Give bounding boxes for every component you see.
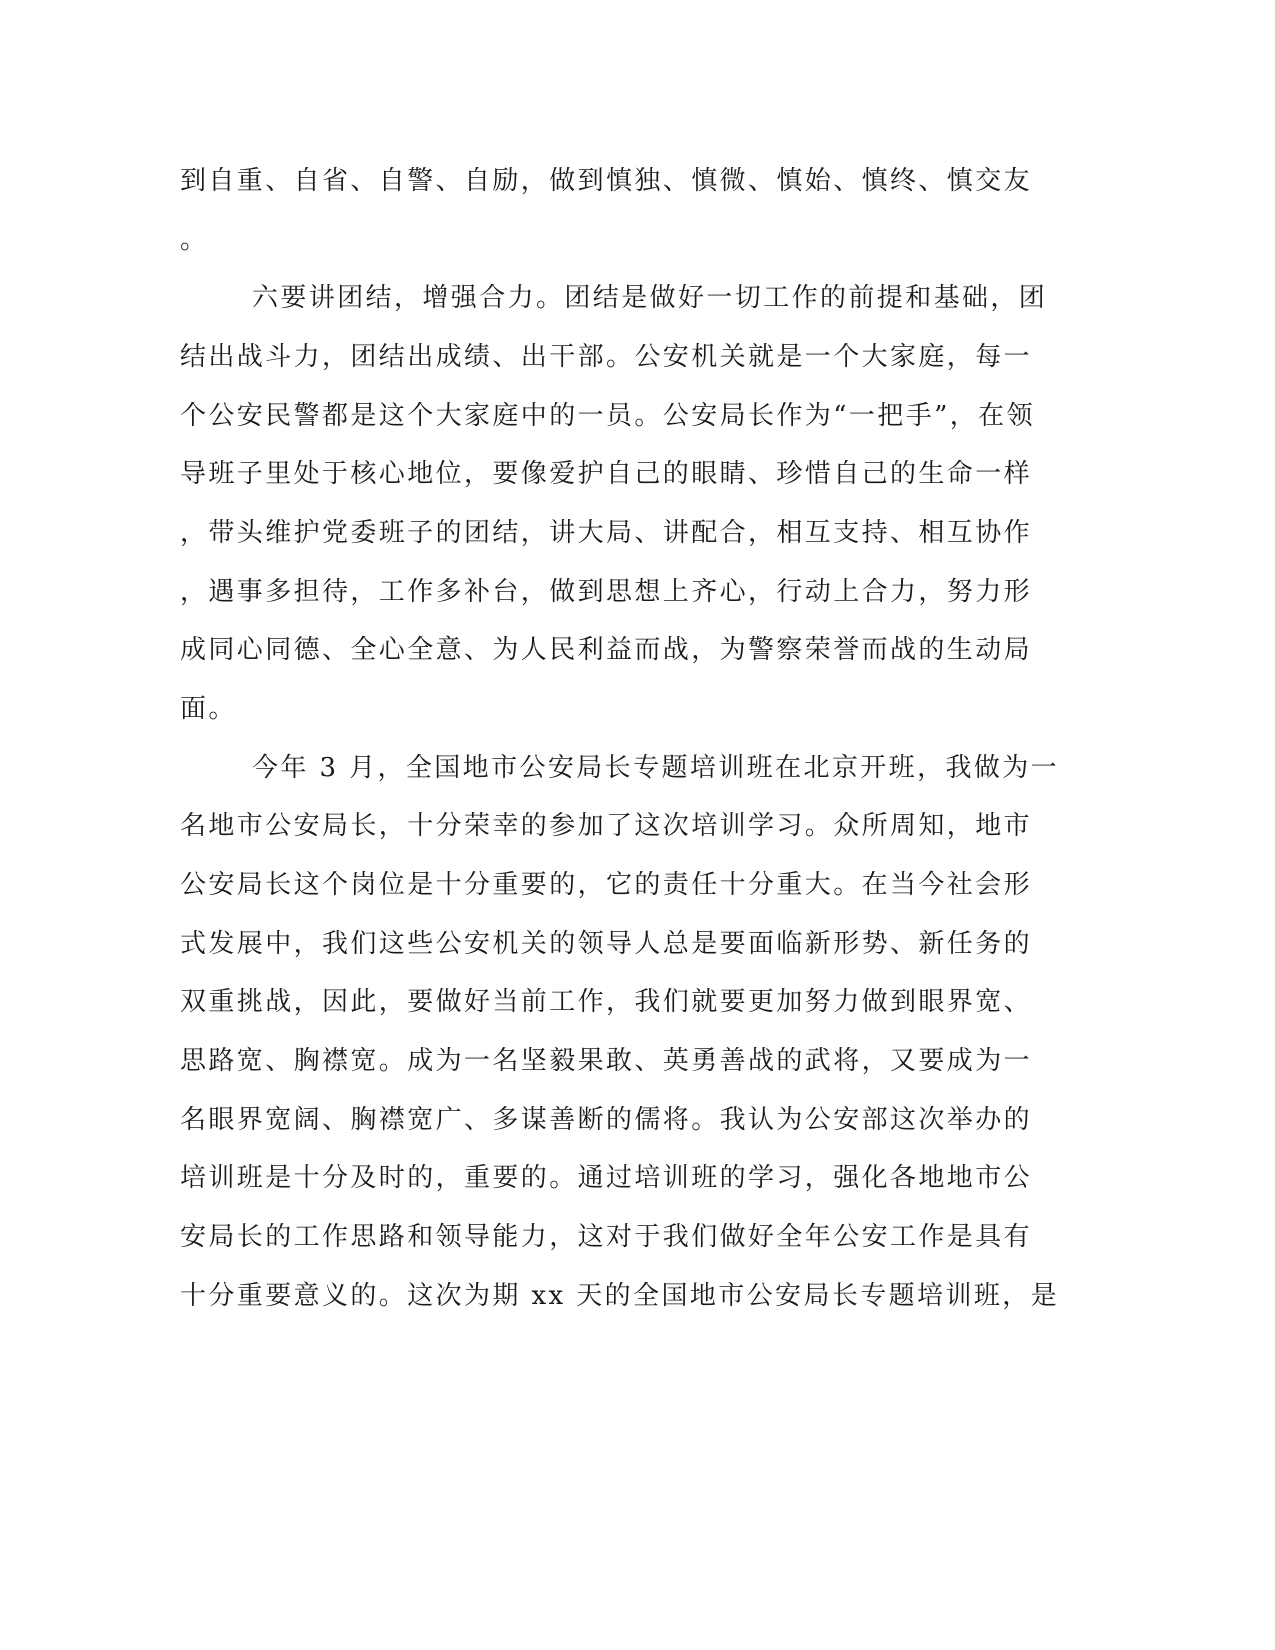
text-line: 结出战斗力，团结出成绩、出干部。公安机关就是一个大家庭，每一: [180, 342, 1033, 372]
text-line: 公安局长这个岗位是十分重要的，它的责任十分重大。在当今社会形: [180, 870, 1033, 900]
text-line: 十分重要意义的。这次为期 xx 天的全国地市公安局长专题培训班，是: [180, 1281, 1060, 1311]
paragraph-start-line: 六要讲团结，增强合力。团结是做好一切工作的前提和基础，团: [252, 283, 1048, 313]
text-line: ，遇事多担待，工作多补台，做到思想上齐心，行动上合力，努力形: [180, 577, 1033, 607]
text-line: 名地市公安局长，十分荣幸的参加了这次培训学习。众所周知，地市: [180, 811, 1033, 841]
text-line: 成同心同德、全心全意、为人民利益而战，为警察荣誉而战的生动局: [180, 635, 1033, 665]
text-line: 思路宽、胸襟宽。成为一名坚毅果敢、英勇善战的武将，又要成为一: [180, 1046, 1033, 1076]
text-line: 双重挑战，因此，要做好当前工作，我们就要更加努力做到眼界宽、: [180, 987, 1033, 1017]
text-line: 导班子里处于核心地位，要像爱护自己的眼睛、珍惜自己的生命一样: [180, 459, 1033, 489]
text-line: 名眼界宽阔、胸襟宽广、多谋善断的儒将。我认为公安部这次举办的: [180, 1105, 1033, 1135]
text-line: 。: [180, 225, 209, 255]
text-line: 到自重、自省、自警、自励，做到慎独、慎微、慎始、慎终、慎交友: [180, 166, 1033, 196]
text-line: 面。: [180, 694, 237, 724]
paragraph-start-line: 今年 3 月，全国地市公安局长专题培训班在北京开班，我做为一: [252, 753, 1060, 783]
text-line: 式发展中，我们这些公安机关的领导人总是要面临新形势、新任务的: [180, 929, 1033, 959]
text-line: ，带头维护党委班子的团结，讲大局、讲配合，相互支持、相互协作: [180, 518, 1033, 548]
text-line: 培训班是十分及时的，重要的。通过培训班的学习，强化各地地市公: [180, 1163, 1033, 1193]
text-line: 安局长的工作思路和领导能力，这对于我们做好全年公安工作是具有: [180, 1222, 1033, 1252]
text-line: 个公安民警都是这个大家庭中的一员。公安局长作为“一把手”，在领: [180, 401, 1035, 431]
